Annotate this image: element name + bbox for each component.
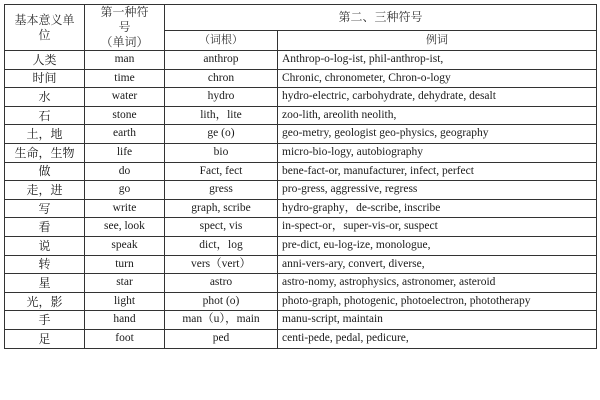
header-example-sub: 例词 [278, 30, 597, 50]
header-row-top [5, 5, 597, 31]
meaning-cell: 生命，生物 [5, 143, 85, 162]
examples-cell: micro-bio-logy, autobiography [278, 143, 597, 162]
root-cell: graph, scribe [165, 199, 278, 218]
meaning-cell: 足 [5, 329, 85, 348]
examples-cell: hydro-graphy，de-scribe, inscribe [278, 199, 597, 218]
word-cell: speak [85, 236, 165, 255]
word-cell: light [85, 292, 165, 311]
examples-cell: pro-gress, aggressive, regress [278, 181, 597, 200]
table-row [5, 236, 597, 255]
meaning-cell: 说 [5, 236, 85, 255]
word-cell: hand [85, 311, 165, 330]
table-row [5, 88, 597, 107]
header-first-symbol-line1: 第一种符 [100, 5, 149, 19]
meaning-cell: 光，影 [5, 292, 85, 311]
root-cell: ped [165, 329, 278, 348]
examples-cell: bene-fact-or, manufacturer, infect, perfect [278, 162, 597, 181]
meaning-cell: 写 [5, 199, 85, 218]
examples-cell: manu-script, maintain [278, 311, 597, 330]
word-cell: star [85, 274, 165, 293]
header-first-symbol-line2: 号 [118, 20, 131, 34]
examples-cell: centi-pede, pedal, pedicure, [278, 329, 597, 348]
meaning-cell: 转 [5, 255, 85, 274]
examples-cell: pre-dict, eu-log-ize, monologue, [278, 236, 597, 255]
root-cell: chron [165, 69, 278, 88]
header-second-third-symbol: 第二、三种符号 [165, 5, 597, 31]
table-row [5, 143, 597, 162]
header-root-sub: （词根） [165, 30, 278, 50]
examples-cell: photo-graph, photogenic, photoelectron, phototherapy [278, 292, 597, 311]
examples-cell: astro-nomy, astrophysics, astronomer, asteroid [278, 274, 597, 293]
word-cell: turn [85, 255, 165, 274]
root-cell: phot (o) [165, 292, 278, 311]
examples-cell: hydro-electric, carbohydrate, dehydrate, desalt [278, 88, 597, 107]
examples-cell: zoo-lith, areolith neolith, [278, 106, 597, 125]
root-cell: ge (o) [165, 125, 278, 144]
word-root-table-frame [4, 4, 596, 392]
root-cell: anthrop [165, 51, 278, 70]
table-row [5, 292, 597, 311]
table-row [5, 181, 597, 200]
meaning-cell: 石 [5, 106, 85, 125]
root-cell: gress [165, 181, 278, 200]
root-cell: spect, vis [165, 218, 278, 237]
root-cell: astro [165, 274, 278, 293]
examples-cell: geo-metry, geologist geo-physics, geography [278, 125, 597, 144]
header-first-symbol [85, 5, 165, 51]
table-row [5, 329, 597, 348]
examples-cell: Anthrop-o-log-ist, phil-anthrop-ist, [278, 51, 597, 70]
examples-cell: Chronic, chronometer, Chron-o-logy [278, 69, 597, 88]
meaning-cell: 土，地 [5, 125, 85, 144]
header-meaning-line2: 位 [38, 27, 51, 42]
word-cell: life [85, 143, 165, 162]
root-cell: dict，log [165, 236, 278, 255]
table-row [5, 125, 597, 144]
meaning-cell: 水 [5, 88, 85, 107]
table-row [5, 199, 597, 218]
header-meaning-unit [5, 5, 85, 51]
meaning-cell: 走，进 [5, 181, 85, 200]
word-cell: time [85, 69, 165, 88]
meaning-cell: 做 [5, 162, 85, 181]
word-root-table [4, 4, 597, 349]
word-cell: go [85, 181, 165, 200]
table-row [5, 311, 597, 330]
word-cell: water [85, 88, 165, 107]
meaning-cell: 手 [5, 311, 85, 330]
word-cell: foot [85, 329, 165, 348]
examples-cell: in-spect-or，super-vis-or, suspect [278, 218, 597, 237]
header-meaning-line1: 基本意义单 [14, 12, 75, 27]
root-cell: Fact, fect [165, 162, 278, 181]
table-row [5, 255, 597, 274]
root-cell: vers（vert） [165, 255, 278, 274]
word-cell: see, look [85, 218, 165, 237]
meaning-cell: 星 [5, 274, 85, 293]
table-row [5, 218, 597, 237]
table-row [5, 162, 597, 181]
table-row [5, 51, 597, 70]
examples-cell: anni-vers-ary, convert, diverse, [278, 255, 597, 274]
word-cell: write [85, 199, 165, 218]
meaning-cell: 人类 [5, 51, 85, 70]
root-cell: hydro [165, 88, 278, 107]
word-cell: stone [85, 106, 165, 125]
root-cell: bio [165, 143, 278, 162]
root-cell: lith，lite [165, 106, 278, 125]
meaning-cell: 看 [5, 218, 85, 237]
word-cell: earth [85, 125, 165, 144]
meaning-cell: 时间 [5, 69, 85, 88]
table-row [5, 274, 597, 293]
table-row [5, 106, 597, 125]
root-cell: man（u），main [165, 311, 278, 330]
table-row [5, 69, 597, 88]
word-cell: man [85, 51, 165, 70]
header-word-sub: （单词） [100, 35, 149, 49]
word-cell: do [85, 162, 165, 181]
